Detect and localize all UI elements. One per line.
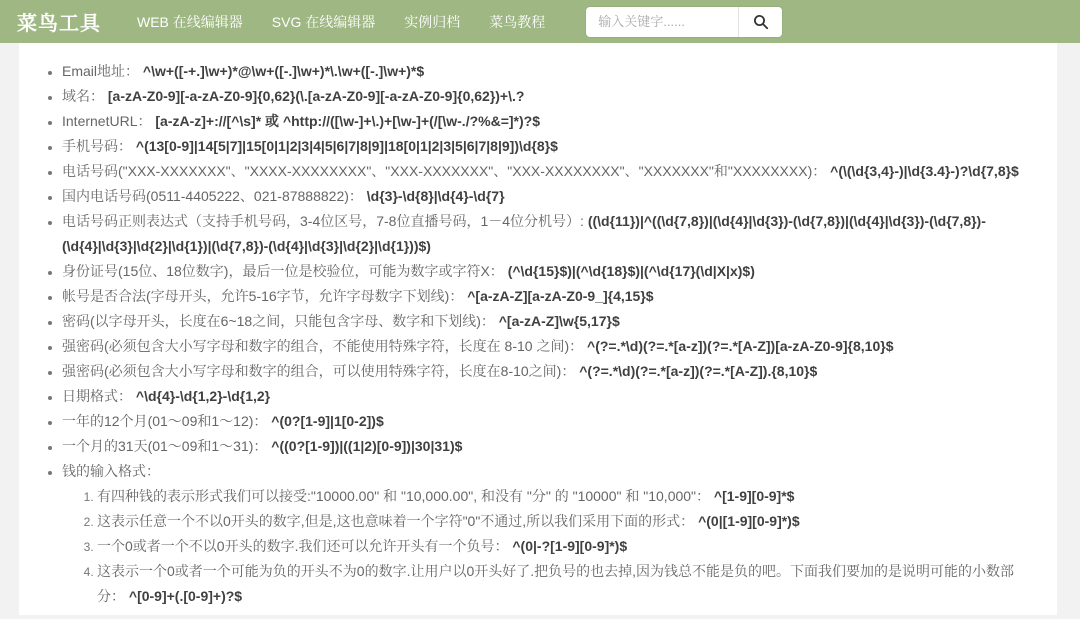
item-text: 域名： (62, 88, 108, 104)
sublist-item (97, 484, 1042, 509)
regex-pattern: ^\d{4}-\d{1,2}-\d{1,2} (135, 388, 271, 404)
regex-pattern: ((\d{11})|^((\d{7,8})|(\d{4}|\d{3})-(\d{7,8})|(\d{4}|\d{3})-(\d{7,8})-(\d{4}|\d{3}|\d{2}|\d{1})|(\d{7,8})-(\d{4}|\d{3}|\d{2}|\d{1}))$) (62, 213, 986, 254)
regex-pattern: \d{3}-\d{8}|\d{4}-\d{7} (366, 188, 505, 204)
regex-pattern: (^\d{15}$)|(^\d{18}$)|(^\d{17}(\d|X|x)$) (507, 263, 755, 279)
item-text: 这表示一个0或者一个可能为负的开头不为0的数字.让用户以0开头好了.把负号的也去掉,因为钱总不能是负的吧。下面我们要加的是说明可能的小数部分： (97, 563, 1015, 604)
item-text: 电话号码正则表达式（支持手机号码，3-4位区号，7-8位直播号码，1－4位分机号）: (62, 213, 588, 229)
regex-pattern: ^(0?[1-9]|1[0-2])$ (271, 413, 384, 429)
item-text: 手机号码： (62, 138, 136, 154)
search-button[interactable] (739, 7, 782, 37)
item-text: 日期格式： (62, 388, 136, 404)
regex-pattern: ^(13[0-9]|14[5|7]|15[0|1|2|3|4|5|6|7|8|9]|18[0|1|2|3|5|6|7|8|9])\d{8}$ (135, 138, 558, 154)
regex-pattern: ^(?=.*\d)(?=.*[a-z])(?=.*[A-Z])[a-zA-Z0-9]{8,10}$ (587, 338, 894, 354)
nav-web-editor[interactable]: WEB 在线编辑器 (137, 13, 243, 30)
list-item (62, 384, 1042, 409)
list-item (62, 59, 1042, 84)
regex-pattern: ^\w+([-+.]\w+)*@\w+([-.]\w+)*\.\w+([-.]\w+)*$ (142, 63, 425, 79)
item-text: 强密码(必须包含大小写字母和数字的组合，可以使用特殊字符，长度在8-10之间)： (62, 363, 580, 379)
item-text: 钱的输入格式： (62, 463, 160, 479)
list-item (62, 134, 1042, 159)
nav-svg-editor[interactable]: SVG 在线编辑器 (271, 13, 376, 30)
item-text: 一年的12个月(01～09和1～12)： (62, 413, 272, 429)
item-text: 密码(以字母开头，长度在6~18之间，只能包含字母、数字和下划线)： (62, 313, 499, 329)
top-navbar (0, 0, 1080, 43)
item-text: InternetURL： (62, 113, 156, 129)
regex-pattern: [a-zA-Z0-9][-a-zA-Z0-9]{0,62}(\.[a-zA-Z0-9][-a-zA-Z0-9]{0,62})+\.? (107, 88, 525, 104)
item-text: Email地址： (62, 63, 143, 79)
content-card (19, 43, 1057, 615)
item-text: 国内电话号码(0511-4405222、021-87888822)： (62, 188, 367, 204)
regex-pattern: ^(0|[1-9][0-9]*)$ (698, 513, 800, 529)
regex-pattern: [a-zA-z]+://[^\s]* 或 ^http://([\w-]+\.)+[\w-]+(/[\w-./?%&=]*)?$ (155, 113, 540, 129)
regex-pattern: ^(?=.*\d)(?=.*[a-z])(?=.*[A-Z]).{8,10}$ (579, 363, 818, 379)
item-text: 身份证号(15位、18位数字)，最后一位是校验位，可能为数字或字符X： (62, 263, 508, 279)
search-icon (753, 14, 769, 30)
item-text: 这表示任意一个不以0开头的数字,但是,这也意味着一个字符"0"不通过,所以我们采用下面的形式： (97, 513, 699, 529)
list-item (62, 109, 1042, 134)
list-item (62, 434, 1042, 459)
list-item (62, 334, 1042, 359)
list-item (62, 409, 1042, 434)
list-item (62, 259, 1042, 284)
item-text: 一个0或者一个不以0开头的数字.我们还可以允许开头有一个负号： (97, 538, 513, 554)
list-item (62, 284, 1042, 309)
item-text: 电话号码("XXX-XXXXXXX"、"XXXX-XXXXXXXX"、"XXX-XXXXXXX"、"XXX-XXXXXXXX"、"XXXXXXX"和"XXXXXXXX)： (62, 163, 831, 179)
list-item (62, 359, 1042, 384)
item-text: 强密码(必须包含大小写字母和数字的组合，不能使用特殊字符，长度在 8-10 之间)： (62, 338, 588, 354)
item-text: 有四种钱的表示形式我们可以接受:"10000.00" 和 "10,000.00", 和没有 "分" 的 "10000" 和 "10,000"： (97, 488, 714, 504)
search-box (586, 7, 782, 37)
list-item (62, 459, 1042, 609)
list-item (62, 84, 1042, 109)
regex-pattern: ^((0?[1-9])|((1|2)[0-9])|30|31)$ (271, 438, 463, 454)
regex-pattern: ^(\(\d{3,4}-)|\d{3.4}-)?\d{7,8}$ (830, 163, 1019, 179)
list-item (62, 184, 1042, 209)
regex-pattern: ^[a-zA-Z]\w{5,17}$ (498, 313, 620, 329)
main-nav (137, 12, 574, 32)
regex-pattern: ^(0|-?[1-9][0-9]*)$ (512, 538, 628, 554)
regex-pattern: ^[a-zA-Z][a-zA-Z0-9_]{4,15}$ (467, 288, 654, 304)
sublist-item (97, 509, 1042, 534)
search-input[interactable] (586, 7, 738, 37)
list-item (62, 159, 1042, 184)
nav-runoob-tutorial[interactable]: 菜鸟教程 (489, 13, 546, 30)
site-logo[interactable]: 菜鸟工具 (17, 13, 101, 35)
sublist-item (97, 559, 1042, 609)
money-format-sublist (62, 484, 1042, 609)
list-item (62, 209, 1042, 259)
list-item (62, 309, 1042, 334)
regex-list (34, 59, 1042, 609)
item-text: 一个月的31天(01～09和1～31)： (62, 438, 272, 454)
regex-pattern: ^[1-9][0-9]*$ (713, 488, 795, 504)
sublist-item (97, 534, 1042, 559)
item-text: 帐号是否合法(字母开头，允许5-16字节，允许字母数字下划线)： (62, 288, 468, 304)
nav-example-archive[interactable]: 实例归档 (404, 13, 461, 30)
regex-pattern: ^[0-9]+(.[0-9]+)?$ (128, 588, 243, 604)
